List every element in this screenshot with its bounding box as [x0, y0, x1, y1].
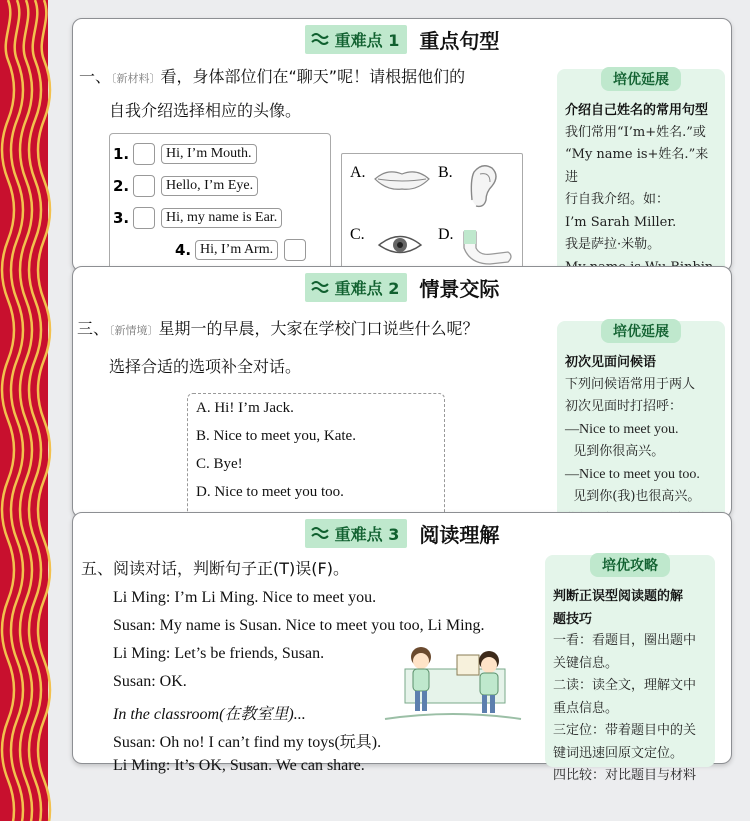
question-text: 看，身体部位们在“聊天”呢！请根据他们的 — [160, 67, 466, 86]
question-text: 星期一的早晨，大家在学校门口说些什么呢？ — [158, 319, 479, 338]
answer-box[interactable] — [133, 207, 155, 229]
section-card-3 — [72, 512, 732, 783]
tip-body — [565, 351, 719, 531]
tip-tag: 培优延展 — [601, 319, 681, 343]
match-number: 3. — [113, 209, 130, 227]
dialog-line: Li Ming: It’s OK, Susan. We can share. — [113, 757, 365, 774]
options-box — [187, 393, 445, 519]
section-title: 情景交际 — [419, 276, 500, 301]
section-card-1 — [72, 18, 732, 272]
tip-tag: 培优延展 — [601, 67, 681, 91]
answer-box[interactable] — [133, 143, 155, 165]
section-tag — [305, 273, 408, 302]
question-number: 一、 — [79, 67, 112, 86]
match-item — [113, 143, 257, 165]
section-title: 重点句型 — [419, 28, 500, 53]
section-tag-label: 重难点 2 — [334, 278, 400, 298]
section-card-2 — [72, 266, 732, 518]
speech-bubble: Hi, I’m Arm. — [195, 240, 278, 260]
match-item — [175, 239, 306, 261]
question-keyword: 〔新情境〕 — [109, 324, 159, 337]
tip-line: 行自我介绍。如： — [565, 192, 670, 207]
arm-icon — [460, 228, 516, 268]
tip-line: 四比较：对比题目与材料 — [553, 768, 697, 783]
mouth-icon — [372, 164, 432, 194]
tip-line: 见到你(我)也很高兴。 — [565, 489, 701, 504]
question-number: 三、 — [77, 319, 110, 338]
speech-bubble: Hi, my name is Ear. — [161, 208, 282, 228]
tip-panel — [557, 69, 725, 279]
speech-bubble: Hello, I’m Eye. — [161, 176, 258, 196]
question-line-2: 选择合适的选项补全对话。 — [109, 357, 302, 376]
match-number: 2. — [113, 177, 130, 195]
section-title: 阅读理解 — [419, 522, 500, 547]
tip-heading: 介绍自己姓名的常用句型 — [565, 102, 709, 117]
dialog-line: Li Ming: Let’s be friends, Susan. — [113, 645, 325, 662]
match-item — [113, 175, 258, 197]
tip-line: 一看：看题目，圈出题中 — [553, 633, 697, 648]
tip-heading: 题技巧 — [553, 610, 593, 626]
match-number: 4. — [175, 241, 192, 259]
tip-line: 我是萨拉·米勒。 — [565, 237, 661, 252]
tip-panel — [545, 555, 715, 783]
choice-label: A. — [350, 164, 366, 181]
question-line-1 — [77, 313, 479, 347]
choice-label: B. — [438, 164, 453, 181]
ear-icon — [462, 160, 502, 210]
speech-bubble: Hi, I’m Mouth. — [161, 144, 257, 164]
section-tag-label: 重难点 1 — [334, 30, 400, 50]
tip-tag: 培优攻略 — [590, 553, 670, 577]
tip-line: 键词迅速回原文定位。 — [553, 745, 684, 761]
section-header — [73, 267, 731, 307]
tip-line: 三定位：带着题目中的关 — [553, 723, 697, 738]
option-item: D. Nice to meet you too. — [196, 484, 344, 500]
option-item: B. Nice to meet you, Kate. — [196, 428, 356, 444]
wave-icon — [311, 525, 331, 541]
option-item: A. Hi! I’m Jack. — [196, 400, 294, 416]
tip-body — [553, 585, 709, 788]
dialog-line: Susan: OK. — [113, 673, 187, 690]
section-tag — [305, 25, 408, 54]
tip-line: 二读：读全文，理解文中 — [553, 678, 697, 693]
tip-line: 关键信息。 — [553, 655, 619, 671]
tip-heading: 判断正误型阅读题的解 — [553, 588, 684, 603]
answer-box[interactable] — [133, 175, 155, 197]
tip-panel — [557, 321, 725, 521]
decorative-ribbon — [0, 0, 48, 821]
question-line-1 — [79, 61, 465, 95]
section-tag — [305, 519, 408, 548]
question-line-2: 自我介绍选择相应的头像。 — [109, 101, 302, 120]
image-choices-box — [341, 153, 523, 275]
answer-box[interactable] — [284, 239, 306, 261]
tip-line: 初次见面时打招呼： — [565, 399, 683, 414]
tip-line: 我们常用“I’m+姓名.”或 — [565, 124, 706, 140]
option-item: C. Bye! — [196, 456, 243, 472]
eye-icon — [376, 230, 424, 260]
tip-line: I’m Sarah Miller. — [565, 214, 677, 230]
wave-icon — [311, 279, 331, 295]
section-header — [73, 513, 731, 553]
choice-label: D. — [438, 226, 454, 243]
dialog-line: In the classroom(在教室里)... — [113, 706, 306, 723]
wave-icon — [311, 31, 331, 47]
tip-line: “My name is+姓名.”来进 — [565, 147, 709, 185]
dialog-line: Li Ming: I’m Li Ming. Nice to meet you. — [113, 589, 377, 606]
tip-line: 下列问候语常用于两人 — [565, 376, 696, 392]
tip-line: 重点信息。 — [553, 700, 619, 716]
question-text: 五、阅读对话，判断句子正(T)误(F)。 — [81, 559, 349, 578]
match-number: 1. — [113, 145, 130, 163]
section-header — [73, 19, 731, 59]
choice-label: C. — [350, 226, 365, 243]
kids-illustration — [385, 639, 521, 729]
dialog-line: Susan: My name is Susan. Nice to meet you too, Li Ming. — [113, 617, 485, 634]
tip-line: 见到你很高兴。 — [565, 444, 665, 459]
tip-heading: 初次见面问候语 — [565, 354, 657, 369]
wavy-stripes-icon — [0, 0, 48, 821]
match-item — [113, 207, 282, 229]
section-tag-label: 重难点 3 — [334, 524, 400, 544]
tip-line: —Nice to meet you. — [565, 421, 679, 437]
dialog-line: Susan: Oh no! I can’t find my toys(玩具). — [113, 734, 382, 751]
tip-line: —Nice to meet you too. — [565, 466, 700, 482]
question-keyword: 〔新材料〕 — [111, 72, 161, 85]
